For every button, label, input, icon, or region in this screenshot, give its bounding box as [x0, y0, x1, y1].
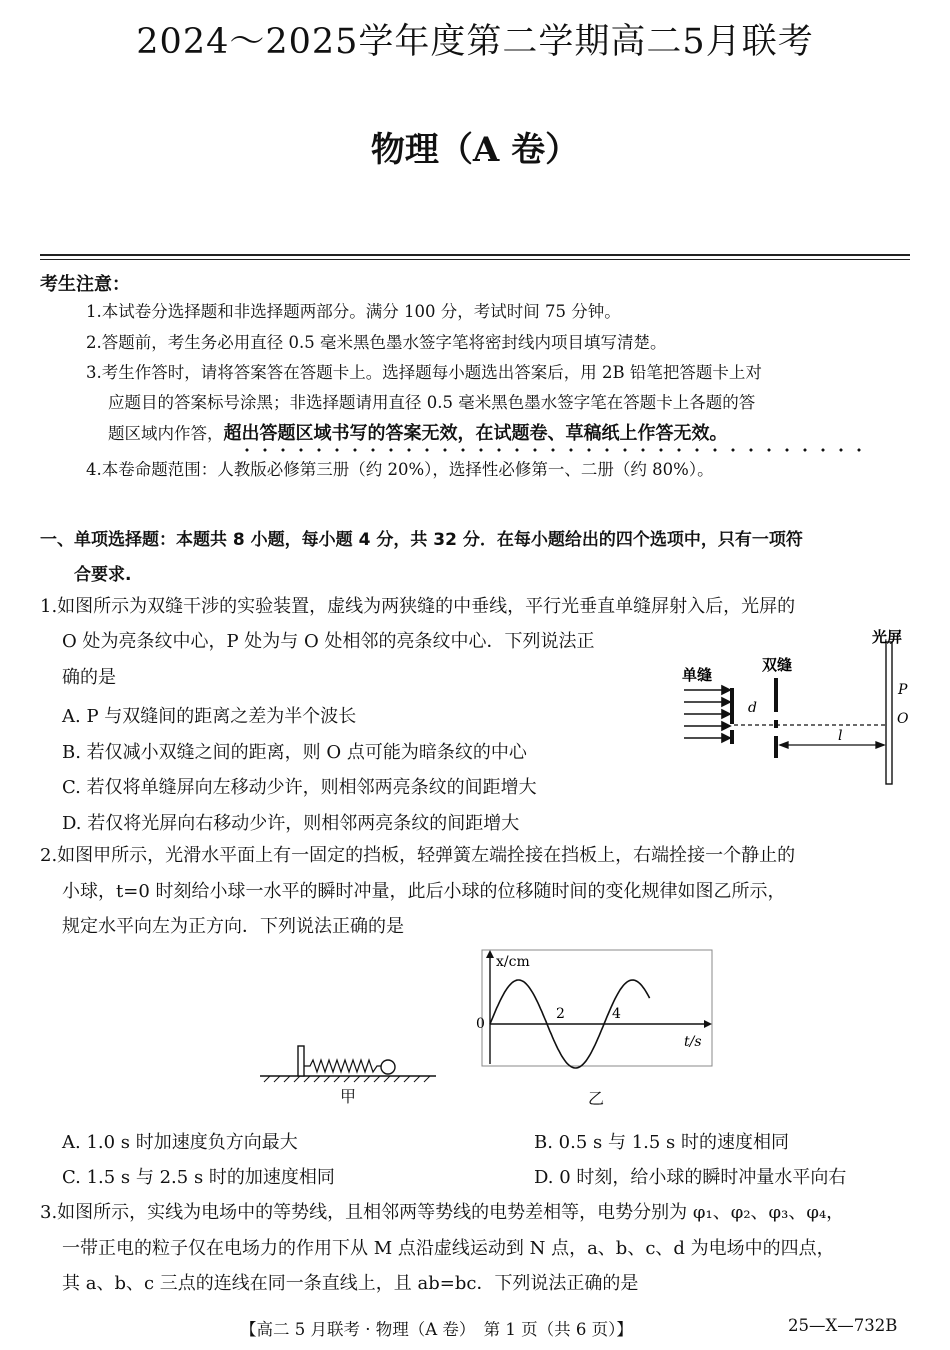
single-slit-lower — [730, 730, 734, 744]
section-heading: 一、单项选择题：本题共 8 小题，每小题 4 分，共 32 分．在每小题给出的四个选项中，只有一项符 — [40, 530, 803, 550]
page-subtitle: 物理（A 卷） — [370, 130, 580, 170]
ball — [381, 1060, 395, 1074]
figure-label-jia: 甲 — [340, 1087, 357, 1106]
q2-option-a: A. 1.0 s 时加速度负方向最大 — [62, 1132, 298, 1153]
divider — [40, 259, 910, 260]
double-slit-lower — [774, 736, 778, 758]
notice-item-2: 2.答题前，考生务必用直径 0.5 毫米黑色墨水签字笔将密封线内项目填写清楚。 — [86, 333, 667, 352]
label-l: l — [838, 728, 843, 744]
displacement-time-graph — [470, 946, 720, 1072]
distance-l-arrow — [780, 742, 884, 748]
q3-stem-line3: 其 a、b、c 三点的连线在同一条直线上，且 ab=bc．下列说法正确的是 — [62, 1273, 639, 1294]
double-slit-upper — [774, 678, 778, 712]
double-slit-label: 双缝 — [762, 656, 793, 674]
divider — [40, 254, 910, 256]
q2-stem-line2: 小球，t=0 时刻给小球一水平的瞬时冲量，此后小球的位移随时间的变化规律如图乙所示， — [62, 881, 786, 902]
q1-stem-line2: O 处为亮条纹中心，P 处为与 O 处相邻的亮条纹中心．下列说法正 — [62, 631, 595, 652]
notice-emphasis: 超出答题区域书写的答案无效，在试题卷、草稿纸上作答无效。 — [223, 423, 728, 444]
fixed-board — [298, 1046, 304, 1076]
double-slit-figure — [676, 622, 916, 790]
light-arrows — [684, 686, 730, 742]
q1-option-a: A. P 与双缝间的距离之差为半个波长 — [62, 706, 357, 727]
notice-item-3-cont: 应题目的答案标号涂黑；非选择题请用直径 0.5 毫米黑色墨水签字笔在答题卡上各题的答 — [108, 393, 756, 412]
q2-option-c: C. 1.5 s 与 2.5 s 时的加速度相同 — [62, 1167, 335, 1188]
page-title: 2024～2025学年度第二学期高二5月联考 — [136, 22, 814, 62]
figure-label-yi: 乙 — [588, 1089, 605, 1108]
q2-option-b: B. 0.5 s 与 1.5 s 时的速度相同 — [534, 1132, 790, 1153]
light-screen — [886, 642, 892, 784]
q2-stem-line3: 规定水平向左为正方向．下列说法正确的是 — [62, 916, 404, 937]
q1-option-c: C. 若仅将单缝屏向左移动少许，则相邻两亮条纹的间距增大 — [62, 777, 537, 798]
section-heading-cont: 合要求. — [74, 565, 132, 585]
q3-stem-line2: 一带正电的粒子仅在电场力的作用下从 M 点沿虚线运动到 N 点，a、b、c、d 为电场中的四点， — [62, 1238, 835, 1259]
y-axis-label: x/cm — [496, 954, 530, 970]
tick-label-2: 2 — [556, 1006, 565, 1022]
page-footer: 【高二 5 月联考 · 物理（A 卷） 第 1 页（共 6 页）】 — [240, 1320, 633, 1339]
paper-code: 25—X—732B — [788, 1316, 898, 1335]
origin-label: 0 — [476, 1016, 485, 1032]
ground-hatching — [264, 1076, 430, 1082]
notice-item-3-end — [108, 424, 728, 444]
single-slit-upper — [730, 688, 734, 724]
t-axis-label: t/s — [684, 1034, 702, 1050]
q3-stem-line1: 3.如图所示，实线为电场中的等势线，且相邻两等势线的电势差相等，电势分别为 φ₁、φ₂、φ₃、φ₄， — [40, 1202, 845, 1223]
label-o: O — [897, 711, 909, 727]
spring — [304, 1060, 382, 1072]
screen-label: 光屏 — [872, 628, 903, 646]
notice-item-3-text: 题区域内作答， — [108, 424, 224, 443]
double-slit-middle — [774, 720, 778, 728]
notice-item-1: 1.本试卷分选择题和非选择题两部分。满分 100 分，考试时间 75 分钟。 — [86, 302, 621, 321]
q2-stem-line1: 2.如图甲所示，光滑水平面上有一固定的挡板，轻弹簧左端拴接在挡板上，右端拴接一个静止的 — [40, 845, 796, 866]
q2-option-d: D. 0 时刻，给小球的瞬时冲量水平向右 — [534, 1167, 847, 1188]
notice-item-3: 3.考生作答时，请将答案答在答题卡上。选择题每小题选出答案后，用 2B 铅笔把答题卡上对 — [86, 363, 762, 382]
notice-title: 考生注意： — [40, 274, 130, 295]
label-d: d — [748, 700, 757, 716]
q1-stem-line3: 确的是 — [62, 667, 116, 688]
label-p: P — [898, 682, 908, 698]
notice-item-4: 4.本卷命题范围：人教版必修第三册（约 20%），选择性必修第一、二册（约 80%）。 — [86, 460, 714, 479]
q1-stem-line1: 1.如图所示为双缝干涉的实验装置，虚线为两狭缝的中垂线，平行光垂直单缝屏射入后，光屏的 — [40, 596, 796, 617]
tick-label-4: 4 — [612, 1006, 621, 1022]
single-slit-label: 单缝 — [682, 666, 713, 684]
q1-option-b: B. 若仅减小双缝之间的距离，则 O 点可能为暗条纹的中心 — [62, 742, 527, 763]
q1-option-d: D. 若仅将光屏向右移动少许，则相邻两亮条纹的间距增大 — [62, 813, 520, 834]
emphasis-dots — [238, 447, 868, 453]
